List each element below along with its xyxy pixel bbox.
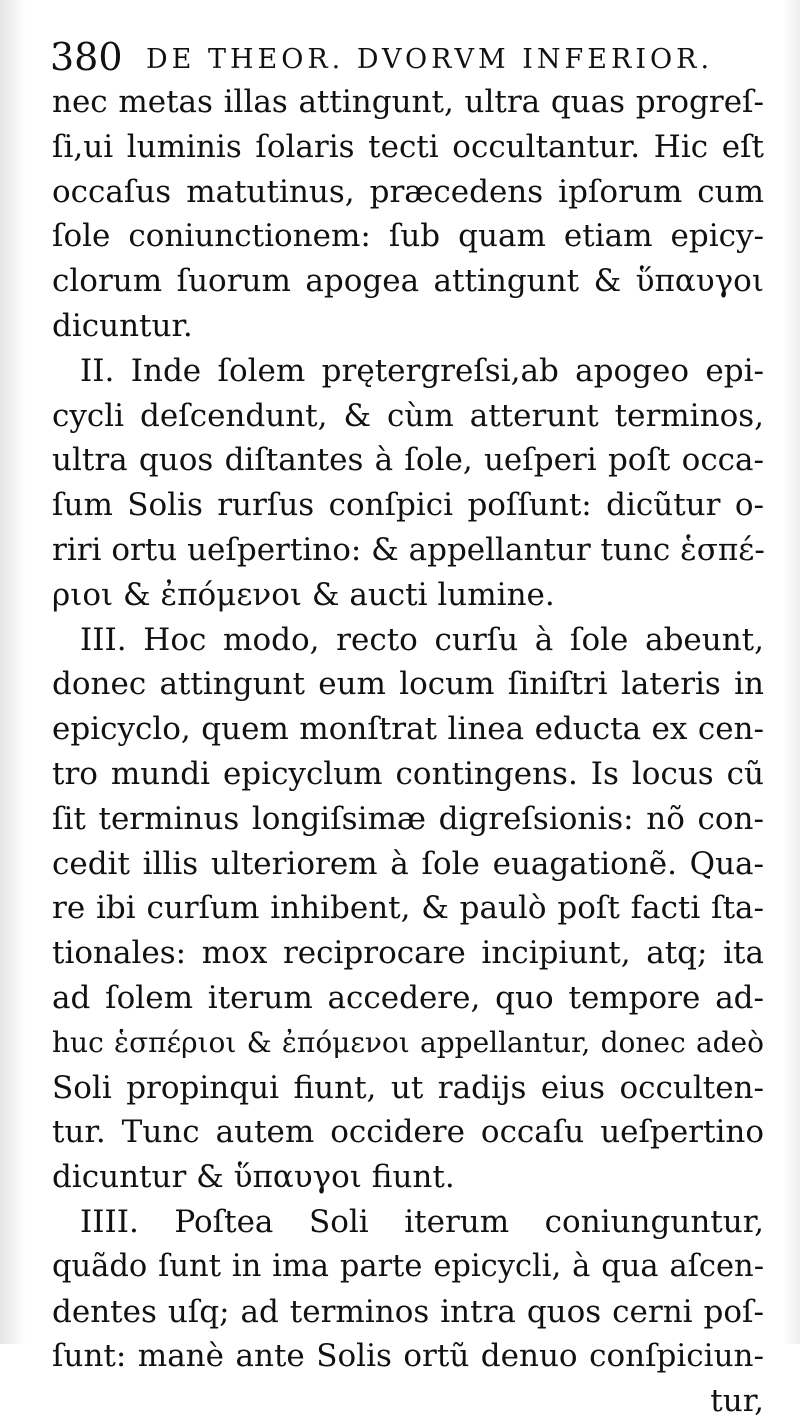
text-line: ultra quos diſtantes à ſole, ueſperi poſt occa- [52,442,764,479]
text-line: tur. Tunc autem occidere occaſu ueſpertino [52,1114,764,1151]
text-line: ſit terminus longiſsimæ digreſsionis: nõ con- [52,800,764,837]
text-line: ad ſolem iterum accedere, quo tempore ad- [52,979,764,1016]
text-line: riri ortu ueſpertino: & appellantur tunc ἑσπέ- [52,531,765,568]
text-line: dicuntur. [52,307,193,344]
text-line: nec metas illas attingunt, ultra quas progreſ- [52,84,764,120]
page-header [50,28,750,86]
text-line: re ibi curſum inhibent, & paulò poſt facti ſta- [52,890,764,927]
body-text [52,80,764,1424]
text-line: ριοι & ἐπόμενοι & aucti lumine. [52,576,555,613]
text-line: clorum ſuorum apogea attingunt & ὕπαυγοι [52,263,764,300]
text-line: cycli deſcendunt, & cùm atterunt terminos, [52,397,764,434]
section-heading-line: IIII. Poſtea Soli iterum coniunguntur, [80,1203,764,1240]
text-line: dicuntur & ὕπαυγοι fiunt. [52,1159,455,1196]
text-line: ſum Solis rurſus conſpici poſſunt: dicũtur o- [52,487,764,524]
page-edge-shadow [782,0,800,1344]
text-line: epicyclo, quem monſtrat linea educta ex cen- [52,711,764,748]
text-line: ſi,ui luminis ſolaris tecti occultantur. Hic eſt [52,128,764,165]
text-line: huc ἑσπέριοι & ἐπόμενοι appellantur, donec adeò [52,1025,764,1059]
text-line: donec attingunt eum locum ſiniſtri lateris in [52,666,764,703]
text-line: cedit illis ulteriorem à ſole euagationẽ. Qua- [52,845,764,882]
text-line: occaſus matutinus, præcedens ipſorum cum [52,173,764,210]
text-line: quãdo ſunt in ima parte epicycli, à qua aſcen- [52,1248,764,1284]
catchword: tur, [710,1383,764,1420]
section-heading-line: III. Hoc modo, recto curſu à ſole abeunt, [80,621,764,658]
text-line: Soli propinqui fiunt, ut radijs eius occulten- [52,1069,764,1106]
text-line: ſunt: manè ante Solis ortũ denuo conſpiciun- [52,1338,764,1375]
section-heading-line: II. Inde ſolem prętergreſsi,ab apogeo epi- [80,352,764,389]
running-head: DE THEOR. DVORVM INFERIOR. [146,44,714,75]
gutter-shadow [0,0,26,1344]
text-line: dentes uſq; ad terminos intra quos cerni poſ- [52,1293,764,1330]
text-line: tionales: mox reciprocare incipiunt, atq; ita [52,935,764,972]
page-number: 380 [50,35,123,79]
text-line: tro mundi epicyclum contingens. Is locus cũ [52,755,764,792]
text-line: ſole coniunctionem: ſub quam etiam epicy- [52,218,764,255]
